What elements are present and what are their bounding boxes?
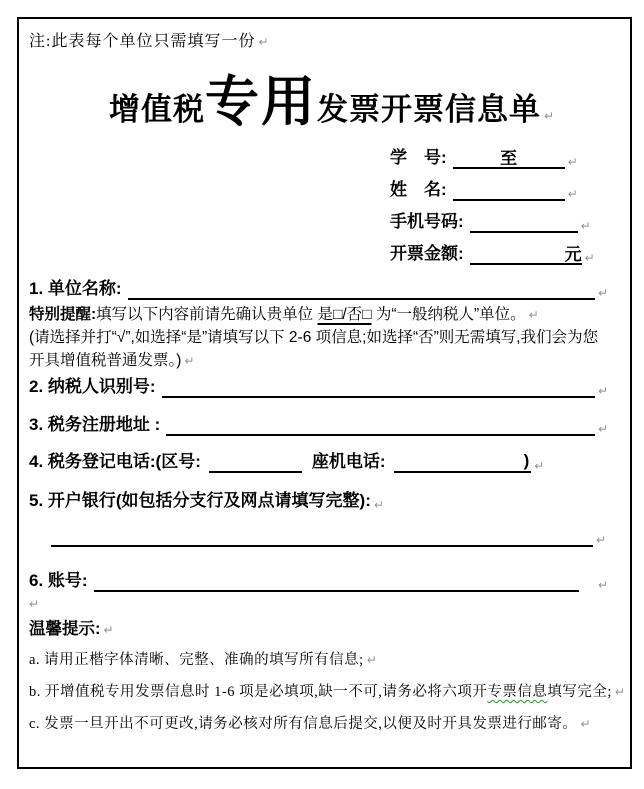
tip-c-text: c. 发票一旦开出不可更改,请务必核对所有信息后提交,以便及时开具发票进行邮寄。 <box>29 716 578 732</box>
tips-heading-text: 温馨提示: <box>29 620 101 638</box>
tax-phone-close-paren: ) <box>522 450 532 473</box>
paragraph-mark: ↵ <box>258 35 270 49</box>
form-title <box>19 59 630 136</box>
field-row-student-id <box>390 145 616 169</box>
student-id-label: 学 号: <box>390 148 447 167</box>
paragraph-mark: ↵ <box>597 286 608 300</box>
paragraph-mark: ↵ <box>595 533 606 547</box>
unit-name-label: 1. 单位名称: <box>29 279 122 298</box>
area-code-field-line[interactable] <box>209 452 302 473</box>
tip-b-spellcheck-text: 专票信息 <box>487 684 548 700</box>
paragraph-mark: ↵ <box>597 384 608 398</box>
yes-no-checkboxes[interactable]: 是□/否□ <box>317 306 372 323</box>
paragraph-mark: ↵ <box>580 219 591 233</box>
tip-a <box>29 648 608 669</box>
special-notice-lead: 特别提醒: <box>29 306 97 323</box>
form-border-frame <box>17 17 632 769</box>
bank-field-row <box>51 519 606 547</box>
special-notice-line <box>29 303 608 326</box>
mobile-label: 手机号码: <box>390 212 464 231</box>
item-tax-phone <box>29 448 608 473</box>
landline-field-line[interactable] <box>394 452 522 473</box>
tip-b-tail: 填写完全; <box>547 684 612 700</box>
amount-field-line[interactable]: 元 <box>470 244 582 265</box>
tip-b <box>29 680 626 701</box>
tip-a-text: a. 请用正楷字体清晰、完整、准确的填写所有信息; <box>29 652 364 668</box>
empty-paragraph <box>29 595 608 613</box>
field-row-amount <box>390 241 616 265</box>
paragraph-mark: ↵ <box>103 623 114 637</box>
special-notice-paren <box>29 326 608 372</box>
tax-phone-label: 4. 税务登记电话:(区号: <box>29 452 201 471</box>
paragraph-mark: ↵ <box>543 109 555 123</box>
paragraph-mark: ↵ <box>366 653 378 667</box>
item-taxpayer-id <box>29 373 608 398</box>
unit-name-field-line[interactable] <box>128 279 595 300</box>
bank-field-line[interactable] <box>51 526 593 547</box>
bank-label: 5. 开户银行(如包括分支行及网点请填写完整): <box>29 491 371 510</box>
special-notice-text: 填写以下内容前请先确认贵单位 <box>96 306 318 323</box>
paragraph-mark: ↵ <box>184 354 195 368</box>
paragraph-mark: ↵ <box>584 251 595 265</box>
paragraph-mark: ↵ <box>614 685 626 699</box>
item-tax-address <box>29 411 608 436</box>
tip-c <box>29 712 608 733</box>
paragraph-mark: ↵ <box>597 578 608 592</box>
field-row-name <box>390 177 616 201</box>
taxpayer-id-field-line[interactable] <box>162 377 595 398</box>
item-unit-name <box>29 275 608 300</box>
header-fields-block <box>390 145 616 273</box>
name-label: 姓 名: <box>390 180 447 199</box>
account-label: 6. 账号: <box>29 571 88 590</box>
tax-address-field-line[interactable] <box>166 415 595 436</box>
special-notice-tail: 为“一般纳税人”单位。 <box>371 306 526 323</box>
paragraph-mark: ↵ <box>567 187 578 201</box>
paragraph-mark: ↵ <box>528 308 539 322</box>
item-bank <box>29 487 608 512</box>
paragraph-mark: ↵ <box>567 155 578 169</box>
name-field-line[interactable] <box>453 180 565 201</box>
tips-heading <box>29 615 608 639</box>
paragraph-mark: ↵ <box>373 498 384 512</box>
taxpayer-id-label: 2. 纳税人识别号: <box>29 377 156 396</box>
account-field-line[interactable] <box>94 571 579 592</box>
title-prefix: 增值税 <box>108 92 205 127</box>
paragraph-mark: ↵ <box>29 597 40 611</box>
title-emphasis: 专用 <box>204 72 317 132</box>
amount-label: 开票金额: <box>390 244 464 263</box>
tax-address-label: 3. 税务注册地址 : <box>29 415 161 434</box>
top-note-text: 注:此表每个单位只需填写一份 <box>29 33 256 50</box>
title-suffix: 发票开票信息单 <box>316 92 541 127</box>
special-notice-paren-text: (请选择并打“√”,如选择“是”请填写以下 2-6 项信息;如选择“否”则无需填写,我们会为您开具增值税普通发票。) <box>29 329 599 369</box>
mobile-field-line[interactable] <box>470 212 578 233</box>
field-row-mobile <box>390 209 616 233</box>
tip-b-text: b. 开增值税专用发票信息时 1-6 项是必填项,缺一不可,请务必将六项开 <box>29 684 488 700</box>
item-account <box>29 567 608 592</box>
student-id-field-line[interactable]: 至 <box>453 148 565 169</box>
paragraph-mark: ↵ <box>597 422 608 436</box>
top-note <box>29 28 608 51</box>
paragraph-mark: ↵ <box>534 459 545 473</box>
paragraph-mark: ↵ <box>580 717 591 731</box>
landline-label: 座机电话: <box>311 452 386 471</box>
